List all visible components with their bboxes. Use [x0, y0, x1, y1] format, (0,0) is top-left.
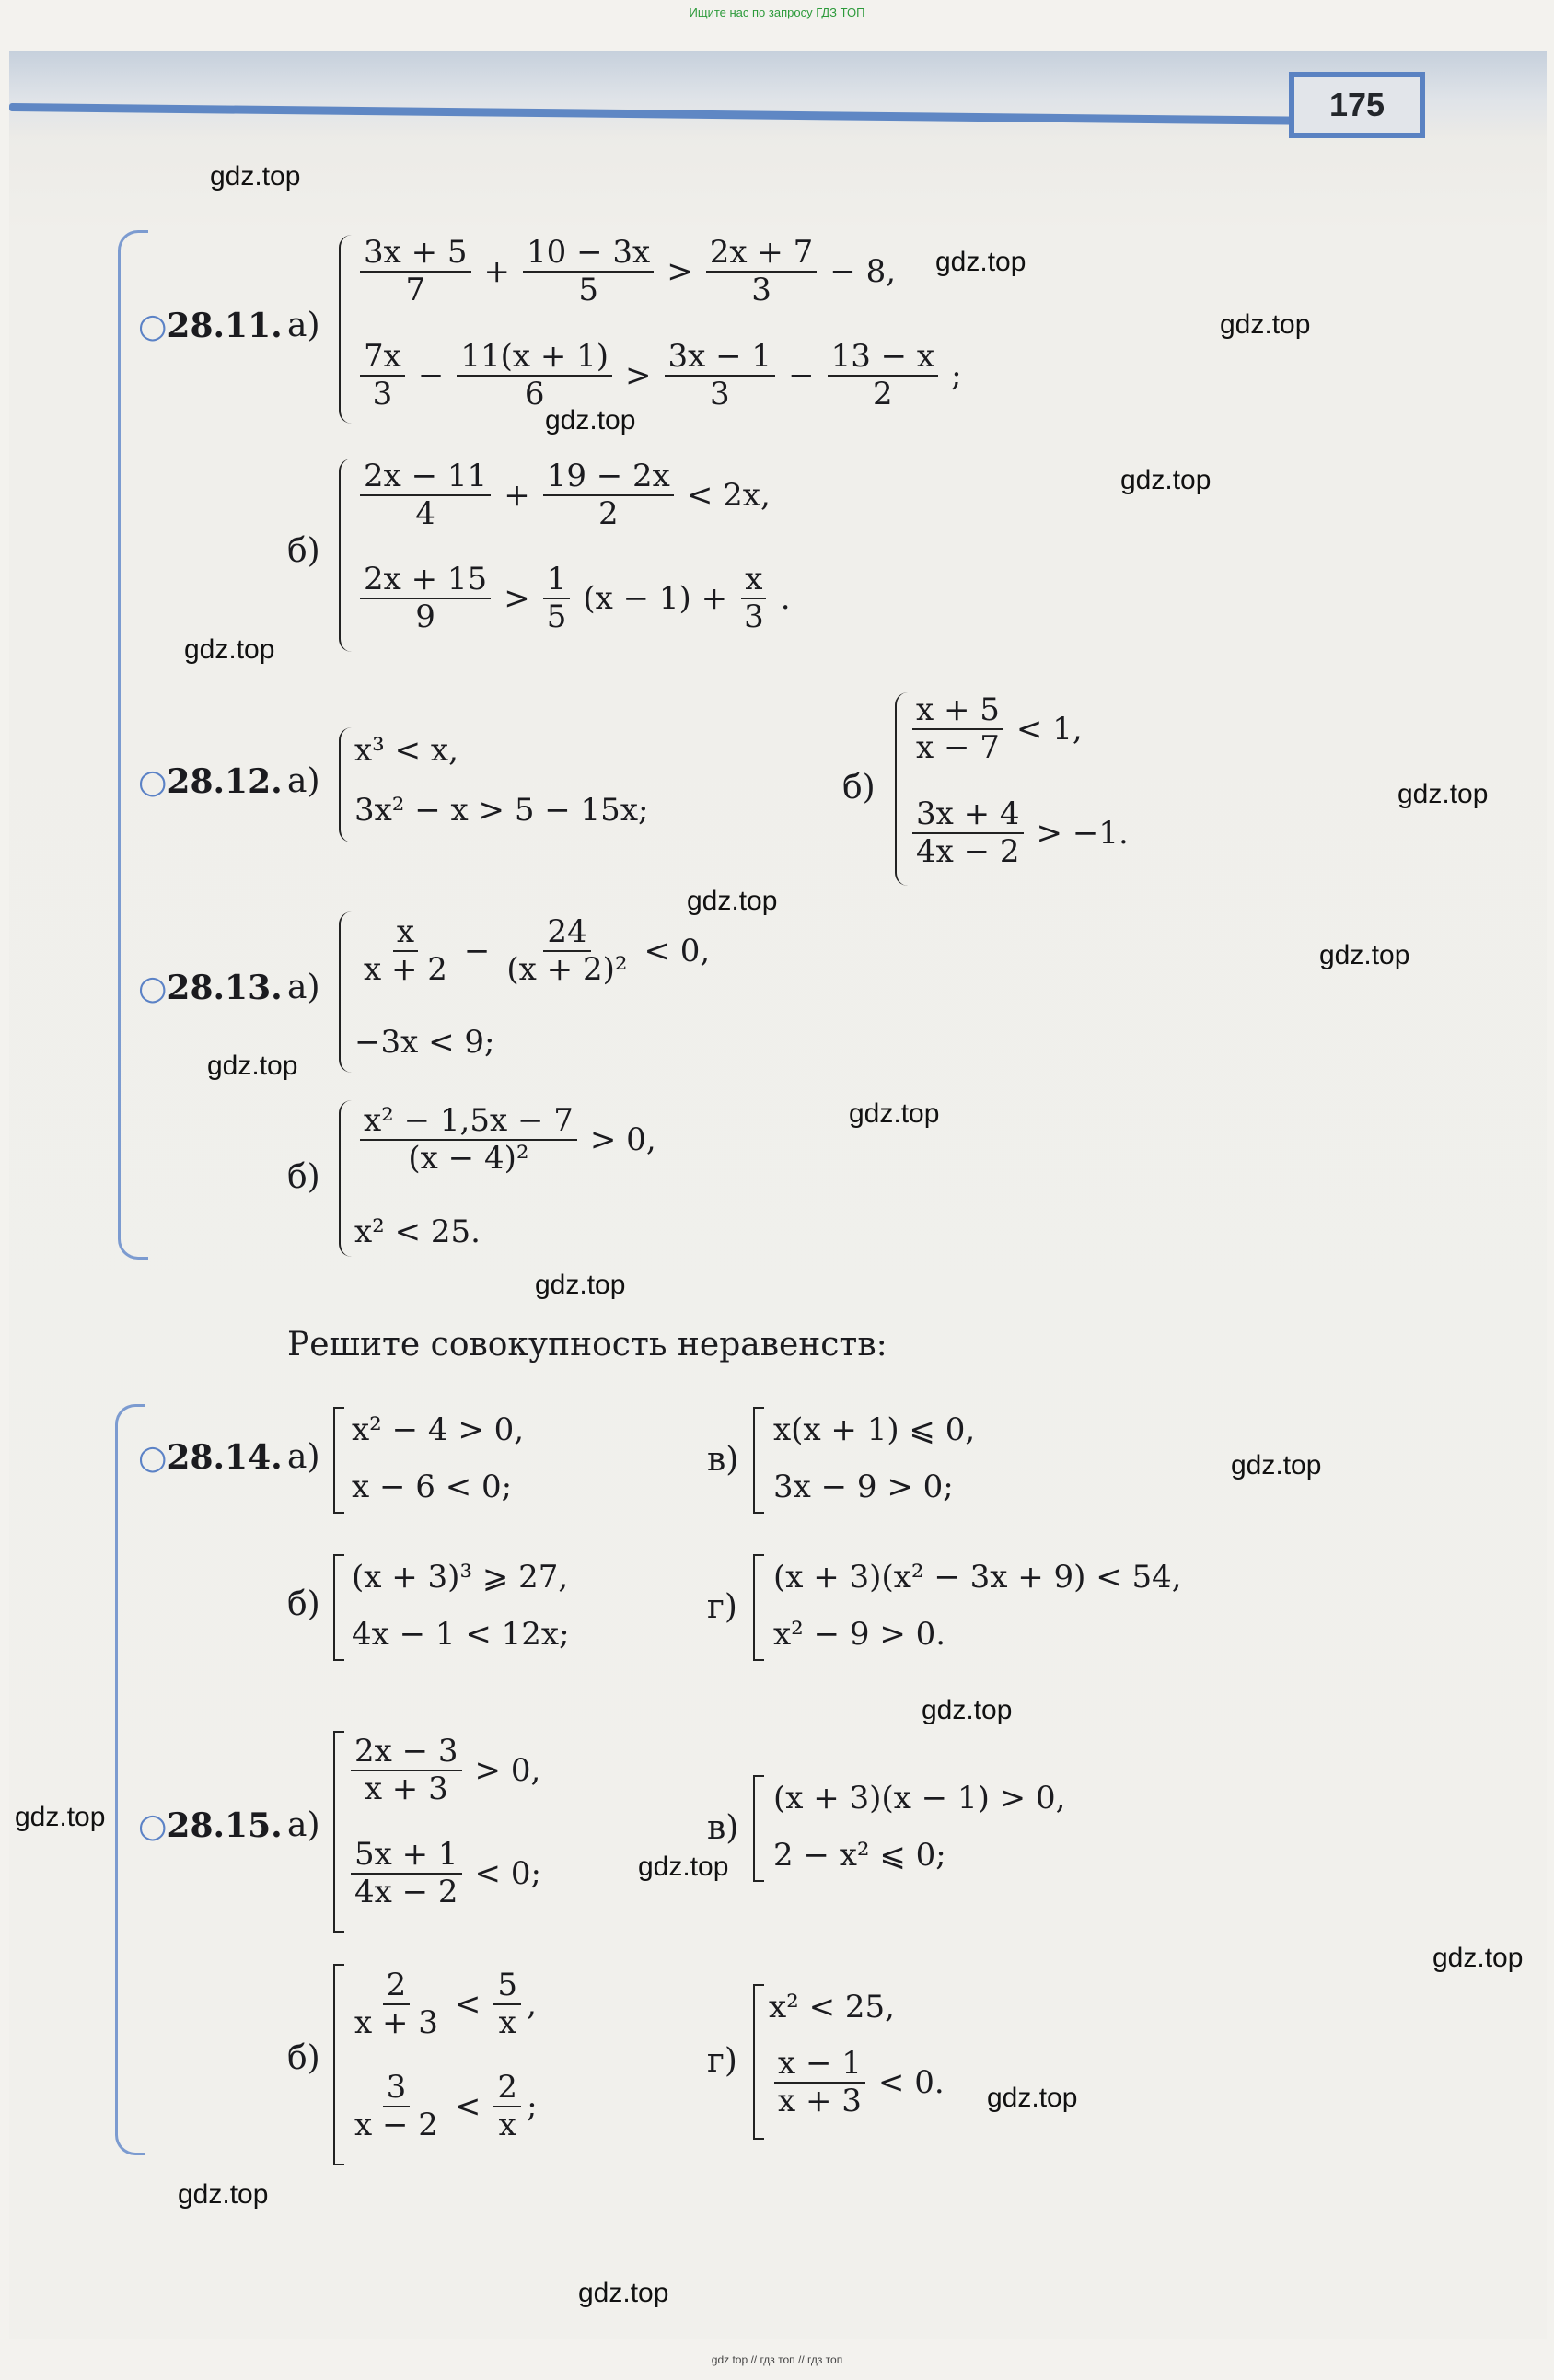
- watermark: gdz.top: [935, 247, 1026, 277]
- inequality-row: x² − 9 > 0.: [773, 1616, 946, 1653]
- inequality-row: 4x − 1 < 12x;: [352, 1616, 570, 1653]
- watermark: gdz.top: [1231, 1450, 1322, 1480]
- watermark: gdz.top: [15, 1802, 106, 1832]
- inequality-row: (x + 3)³ ⩾ 27,: [352, 1559, 569, 1596]
- part-label: а): [287, 1806, 320, 1844]
- part-label: в): [707, 1809, 739, 1847]
- inequality-row: 3x² − x > 5 − 15x;: [354, 792, 649, 829]
- watermark: gdz.top: [535, 1270, 626, 1300]
- watermark: gdz.top: [687, 886, 778, 916]
- inequality-row: 2 − x² ⩽ 0;: [773, 1837, 946, 1874]
- set-bracket: [333, 1554, 344, 1661]
- watermark: gdz.top: [1319, 940, 1410, 970]
- bottom-note: gdz top // гдз топ // гдз топ: [711, 2353, 843, 2366]
- problem-number: ○28.11.: [138, 307, 283, 345]
- watermark: gdz.top: [210, 161, 301, 192]
- system-brace: [339, 727, 354, 842]
- problem-number: ○28.12.: [138, 762, 283, 801]
- inequality-row: x² < 25,: [769, 1989, 895, 2026]
- watermark: gdz.top: [207, 1051, 298, 1081]
- inequality-row: $\frac{x - 1}{x + 3}$ < 0.: [769, 2046, 952, 2119]
- part-label: б): [287, 532, 320, 570]
- inequality-row: $\frac{3x + 5}{7}$ + $\frac{10 - 3x}{5}$ > $\frac{2x + 7}{3}$ − 8,: [354, 235, 903, 308]
- inequality-row: $\frac{3}{x - 2}$ < $\frac{2}{x}$ ;: [354, 2069, 538, 2144]
- part-label: а): [287, 1438, 320, 1476]
- inequality-row: $\frac{2x + 15}{9}$ > $\frac{1}{5}$ (x − 1) + $\frac{x}{3}$ .: [354, 562, 798, 635]
- part-label: а): [287, 969, 320, 1006]
- inequality-row: x − 6 < 0;: [352, 1469, 513, 1505]
- watermark: gdz.top: [1220, 309, 1311, 340]
- inequality-row: $\frac{2x - 11}{4}$ + $\frac{19 - 2x}{2}$ < 2x,: [354, 459, 778, 532]
- watermark: gdz.top: [1432, 1943, 1524, 1973]
- top-note: Ищите нас по запросу ГДЗ ТОП: [689, 6, 865, 19]
- set-bracket: [753, 1775, 764, 1882]
- inequality-row: $\frac{7x}{3}$ − $\frac{11(x + 1)}{6}$ > $\frac{3x - 1}{3}$ − $\frac{13 - x}{2}$ ;: [354, 339, 969, 412]
- part-label: г): [707, 1588, 737, 1626]
- system-brace: [339, 459, 354, 652]
- inequality-row: 3x − 9 > 0;: [773, 1469, 954, 1505]
- set-bracket: [333, 1964, 344, 2165]
- inequality-row: x² < 25.: [354, 1213, 481, 1250]
- problem-number: ○28.13.: [138, 969, 283, 1007]
- watermark: gdz.top: [987, 2083, 1078, 2113]
- watermark: gdz.top: [922, 1695, 1013, 1725]
- watermark: gdz.top: [638, 1852, 729, 1882]
- inequality-row: $\frac{2}{x + 3}$ < $\frac{5}{x}$ ,: [354, 1967, 537, 2042]
- part-label: б): [287, 2039, 320, 2077]
- inequality-row: −3x < 9;: [354, 1024, 495, 1061]
- inequality-row: $\frac{2x - 3}{x + 3}$ > 0,: [345, 1734, 548, 1807]
- watermark: gdz.top: [849, 1098, 940, 1129]
- inequality-row: $\frac{x}{x + 2}$ − $\frac{24}{\text{(x + 2)²}}$ < 0,: [364, 913, 711, 989]
- system-brace: [339, 911, 354, 1073]
- watermark: gdz.top: [184, 634, 275, 665]
- set-bracket: [753, 1554, 764, 1661]
- inequality-row: x³ < x,: [354, 732, 458, 769]
- part-label: в): [707, 1441, 739, 1479]
- set-bracket: [333, 1731, 344, 1933]
- set-bracket: [333, 1407, 344, 1514]
- section-heading: Решите совокупность неравенств:: [287, 1326, 887, 1364]
- watermark: gdz.top: [1397, 779, 1489, 809]
- part-label: а): [287, 762, 320, 800]
- system-brace: [339, 1100, 354, 1257]
- problem-number: ○28.14.: [138, 1438, 283, 1477]
- group-bracket: [118, 230, 148, 1260]
- watermark: gdz.top: [578, 2278, 669, 2308]
- watermark: gdz.top: [545, 405, 636, 435]
- part-label: а): [287, 307, 320, 344]
- inequality-row: (x + 3)(x² − 3x + 9) < 54,: [773, 1559, 1182, 1596]
- part-label: б): [842, 769, 876, 807]
- inequality-row: $\frac{3x + 4}{4x - 2}$ > −1.: [907, 796, 1136, 870]
- part-label: б): [287, 1158, 320, 1196]
- problem-number: ○28.15.: [138, 1806, 283, 1845]
- group-bracket: [115, 1404, 145, 2155]
- part-label: б): [287, 1585, 320, 1623]
- inequality-row: x(x + 1) ⩽ 0,: [773, 1411, 976, 1448]
- part-label: г): [707, 2042, 737, 2080]
- set-bracket: [753, 1984, 764, 2140]
- watermark: gdz.top: [178, 2179, 269, 2210]
- inequality-row: $\frac{x + 5}{x - 7}$ < 1,: [907, 692, 1090, 766]
- set-bracket: [753, 1407, 764, 1514]
- page-number: 175: [1289, 72, 1425, 138]
- inequality-row: $\frac{5x + 1}{4x - 2}$ < 0;: [345, 1837, 549, 1910]
- inequality-row: $\frac{\text{x² − 1,5x − 7}}{\text{(x − 4)²}}$ > 0,: [354, 1103, 664, 1177]
- inequality-row: x² − 4 > 0,: [352, 1411, 525, 1448]
- inequality-row: (x + 3)(x − 1) > 0,: [773, 1780, 1066, 1817]
- watermark: gdz.top: [1120, 465, 1212, 495]
- system-brace: [339, 235, 354, 424]
